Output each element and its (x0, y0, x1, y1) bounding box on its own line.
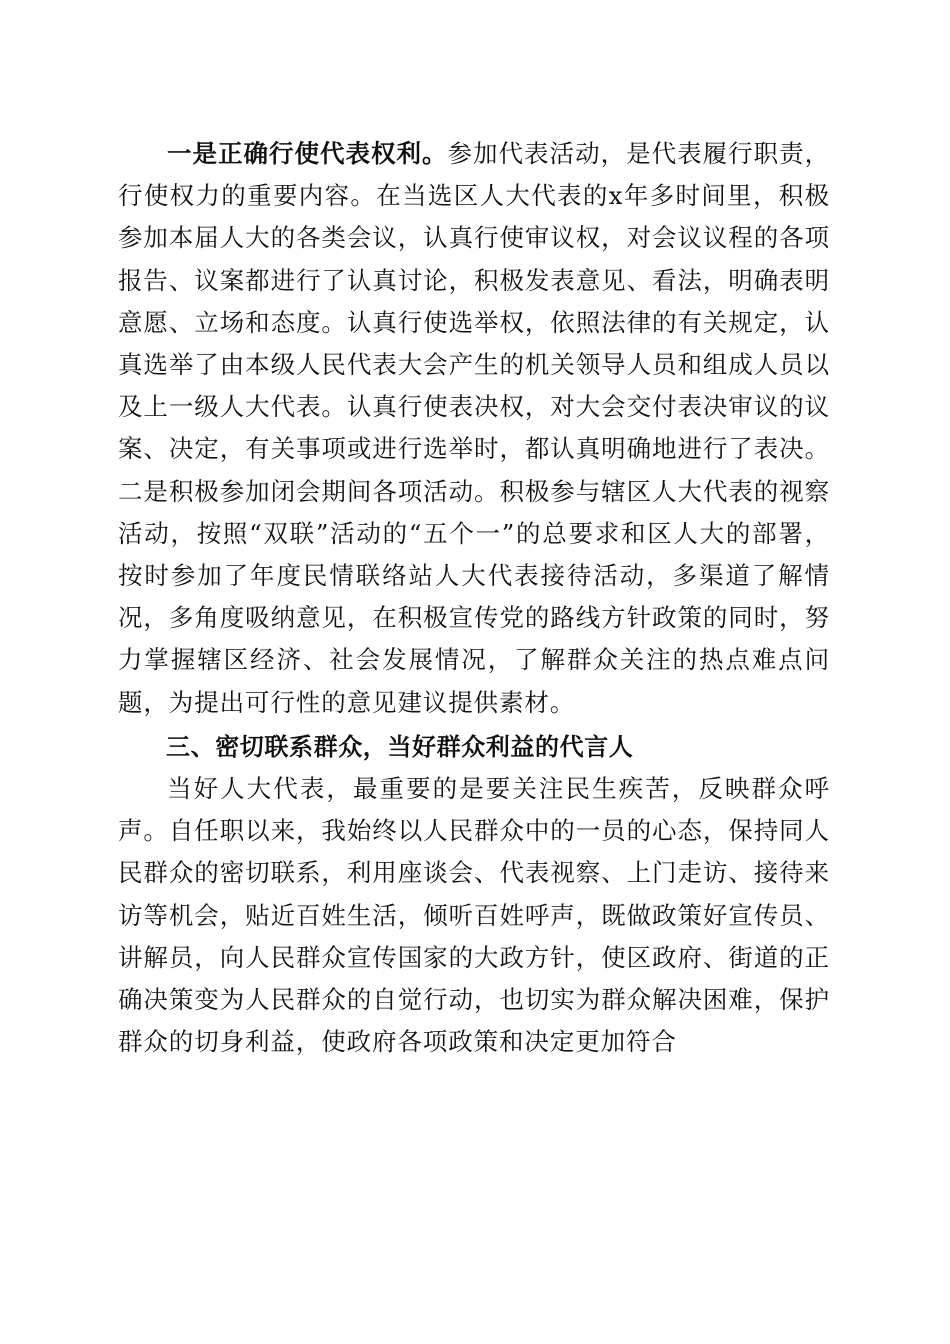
paragraph-contact-masses: 当好人大代表，最重要的是要关注民生疾苦，反映群众呼声。自任职以来，我始终以人民群众中的一员的心态，保持同人民群众的密切联系，利用座谈会、代表视察、上门走访、接待来访等机会，贴近百姓生活，倾听百姓呼声，既做政策好宣传员、讲解员，向人民群众宣传国家的大政方针，使区政府、街道的正确决策变为人民群众的自觉行动，也切实为群众解决困难，保护群众的切身利益，使政府各项政策和决定更加符合 (118, 774, 830, 1057)
paragraph-lead-phrase: 一是正确行使代表权利。 (167, 139, 448, 168)
section-heading: 三、密切联系群众，当好群众利益的代言人 (166, 732, 634, 761)
paragraph-representative-rights (118, 133, 830, 724)
paragraph-body-text: 参加代表活动，是代表履行职责，行使权力的重要内容。在当选区人大代表的x年多时间里，积极参加本届人大的各类会议，认真行使审议权，对会议议程的各项报告、议案都进行了认真讨论，积极发表意见、看法，明确表明意愿、立场和态度。认真行使选举权，依照法律的有关规定，认真选举了由本级人民代表大会产生的机关领导人员和组成人员以及上一级人大代表。认真行使表决权，对大会交付表决审议的议案、决定，有关事项或进行选举时，都认真明确地进行了表决。二是积极参加闭会期间各项活动。积极参与辖区人大代表的视察活动，按照“双联”活动的“五个一”的总要求和区人大的部署，按时参加了年度民情联络站人大代表接待活动，多渠道了解情况，多角度吸纳意见，在积极宣传党的路线方针政策的同时，努力掌握辖区经济、社会发展情况，了解群众关注的热点难点问题，为提出可行性的意见建议提供素材。 (118, 139, 830, 717)
document-body (118, 133, 830, 1063)
